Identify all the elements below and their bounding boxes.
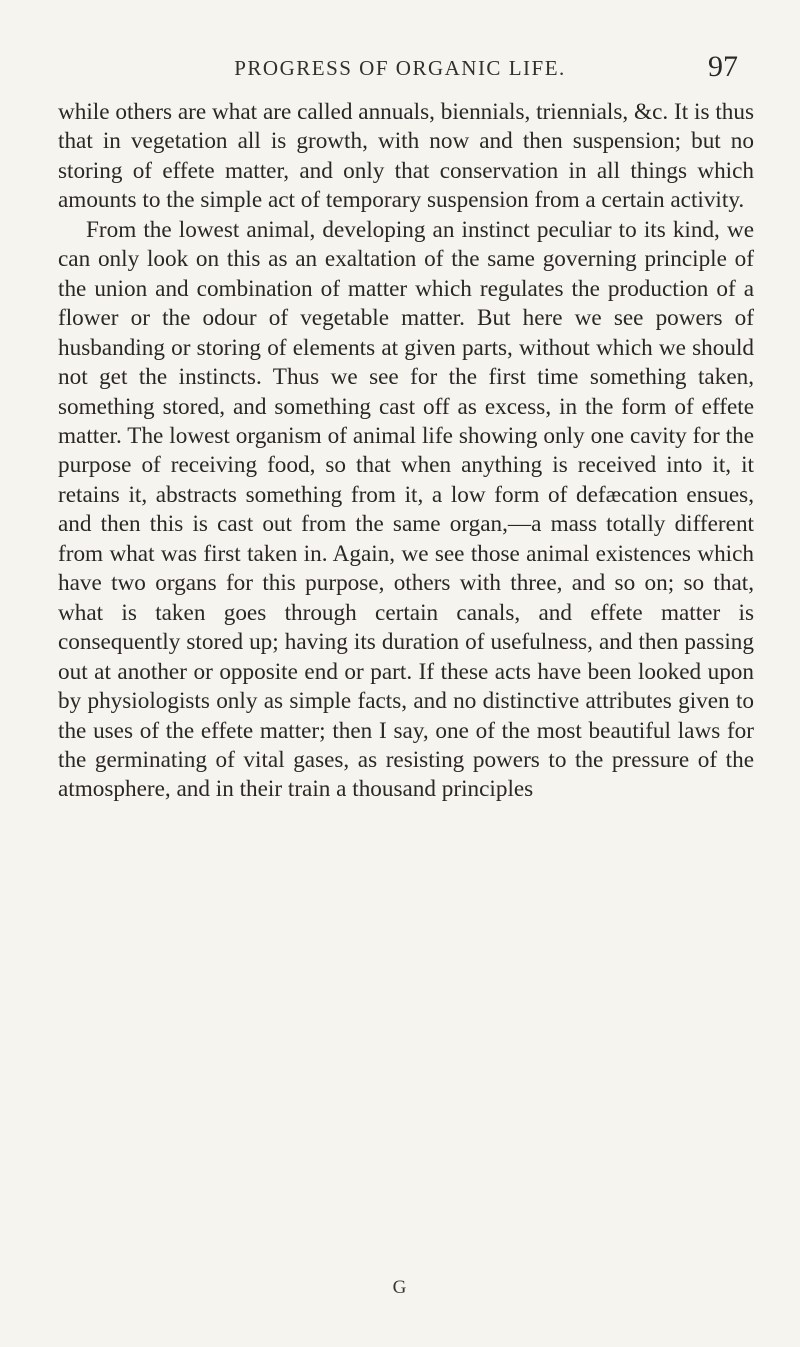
signature-mark: G — [392, 1277, 408, 1298]
body-text — [58, 98, 754, 805]
paragraph: From the lowest animal, developing an instinct peculiar to its kind, we can only look on this as an exaltation of the same governing principle of the union and combination of matter which regulates the production of a flower or the odour of vegetable matter. But here we see powers of husbanding or storing of elements at given parts, without which we should not get the instincts. Thus we see for the first time something taken, something stored, and something cast off as excess, in the form of effete matter. The lowest organism of animal life showing only one cavity for the purpose of receiving food, so that when anything is received into it, it retains it, abstracts something from it, a low form of defæcation ensues, and then this is cast out from the same organ,—a mass totally different from what was first taken in. Again, we see those animal existences which have two organs for this purpose, others with three, and so on; so that, what is taken goes through certain canals, and effete matter is consequently stored up; having its duration of usefulness, and then passing out at another or opposite end or part. If these acts have been looked upon by physiologists only as simple facts, and no distinctive attributes given to the uses of the effete matter; then I say, one of the most beautiful laws for the germinating of vital gases, as resisting powers to the pressure of the atmosphere, and in their train a thousand principles — [58, 216, 754, 803]
page-number: 97 — [708, 50, 738, 83]
running-head — [0, 50, 800, 84]
paragraph-continued: while others are what are called annuals, biennials, triennials, &c. It is thus that in vegetation all is growth, with now and then suspension; but no storing of effete matter, and only that conservation in all things which amounts to the simple act of temporary suspension from a certain activity. — [58, 99, 754, 214]
running-title: PROGRESS OF ORGANIC LIFE. — [234, 56, 566, 80]
